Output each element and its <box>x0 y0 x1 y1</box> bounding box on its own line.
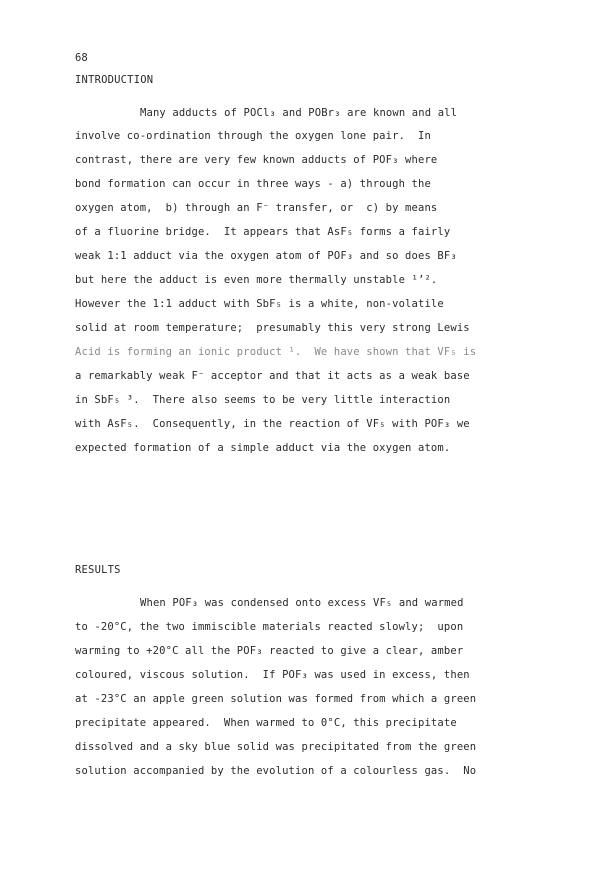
results-line: to -20°C, the two immiscible materials reacted slowly; upon <box>75 621 464 633</box>
results-line: at -23°C an apple green solution was formed from which a green <box>75 693 477 705</box>
intro-line: involve co-ordination through the oxygen lone pair. In <box>75 130 431 142</box>
intro-line: However the 1:1 adduct with SbF₅ is a white, non-volatile <box>75 298 444 310</box>
intro-line: oxygen atom, b) through an F⁻ transfer, or c) by means <box>75 202 438 214</box>
introduction-heading: INTRODUCTION <box>75 74 154 86</box>
intro-line: bond formation can occur in three ways - a) through the <box>75 178 431 190</box>
results-line: precipitate appeared. When warmed to 0°C, this precipitate <box>75 717 457 729</box>
intro-line: solid at room temperature; presumably this very strong Lewis <box>75 322 470 334</box>
results-heading: RESULTS <box>75 564 121 576</box>
page-number: 68 <box>75 52 88 64</box>
results-line: dissolved and a sky blue solid was precipitated from the green <box>75 741 477 753</box>
results-line: warming to +20°C all the POF₃ reacted to give a clear, amber <box>75 645 464 657</box>
results-line: coloured, viscous solution. If POF₃ was used in excess, then <box>75 669 470 681</box>
intro-line: of a fluorine bridge. It appears that AsF₅ forms a fairly <box>75 226 451 238</box>
intro-line: Acid is forming an ionic product ¹. We have shown that VF₅ is <box>75 346 477 358</box>
intro-line: in SbF₅ ³. There also seems to be very little interaction <box>75 394 451 406</box>
results-line: solution accompanied by the evolution of a colourless gas. No <box>75 765 477 777</box>
results-line: When POF₃ was condensed onto excess VF₅ and warmed <box>140 597 464 609</box>
intro-line: expected formation of a simple adduct via the oxygen atom. <box>75 442 451 454</box>
intro-line: with AsF₅. Consequently, in the reaction of VF₅ with POF₃ we <box>75 418 470 430</box>
intro-line: weak 1:1 adduct via the oxygen atom of POF₃ and so does BF₃ <box>75 250 457 262</box>
intro-line: but here the adduct is even more thermally unstable ¹ʼ². <box>75 274 438 286</box>
intro-line: contrast, there are very few known adducts of POF₃ where <box>75 154 438 166</box>
intro-line: Many adducts of POCl₃ and POBr₃ are known and all <box>140 107 458 119</box>
intro-line: a remarkably weak F⁻ acceptor and that it acts as a weak base <box>75 370 470 382</box>
